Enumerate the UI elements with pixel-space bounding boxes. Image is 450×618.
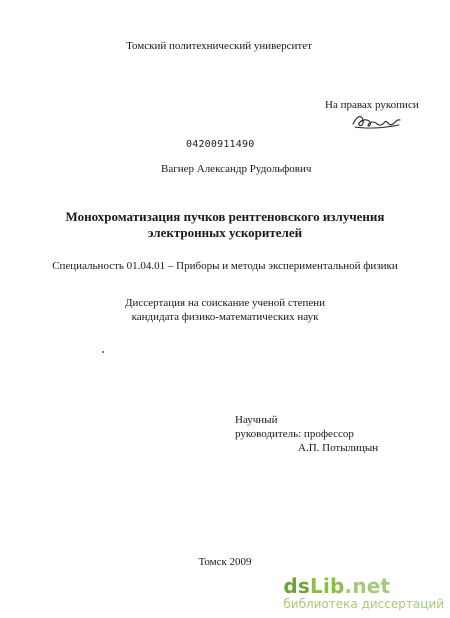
dissertation-degree-line-1: Диссертация на соискание ученой степени (124, 297, 326, 309)
dslib-watermark (283, 575, 444, 611)
author-signature (349, 110, 405, 132)
supervisor-name: А.П. Потылицын (298, 442, 379, 454)
scan-dot (102, 351, 104, 353)
document-number: 04200911490 (186, 139, 255, 150)
specialty: Специальность 01.04.01 – Приборы и методы экспериментальной физики (52, 260, 398, 272)
supervisor-label-line-2: руководитель: профессор (235, 428, 354, 440)
dissertation-title-line-1: Монохроматизация пучков рентгеновского излучения (65, 209, 385, 224)
dissertation-degree-line-2: кандидата физико-математических наук (131, 311, 319, 323)
dissertation-title-line-2: электронных ускорителей (147, 225, 303, 240)
university-name: Томский политехнический университет (126, 40, 312, 52)
author-name: Вагнер Александр Рудольфович (161, 163, 312, 175)
logo-part-lib: Lib (310, 574, 345, 598)
dslib-logo (283, 575, 444, 597)
rights-note: На правах рукописи (325, 99, 419, 111)
dslib-subtitle: библиотека диссертаций (283, 597, 444, 611)
logo-part-net: .net (344, 574, 391, 598)
city-year: Томск 2009 (198, 556, 252, 568)
supervisor-label-line-1: Научный (235, 414, 278, 426)
logo-part-ds: ds (283, 574, 311, 598)
